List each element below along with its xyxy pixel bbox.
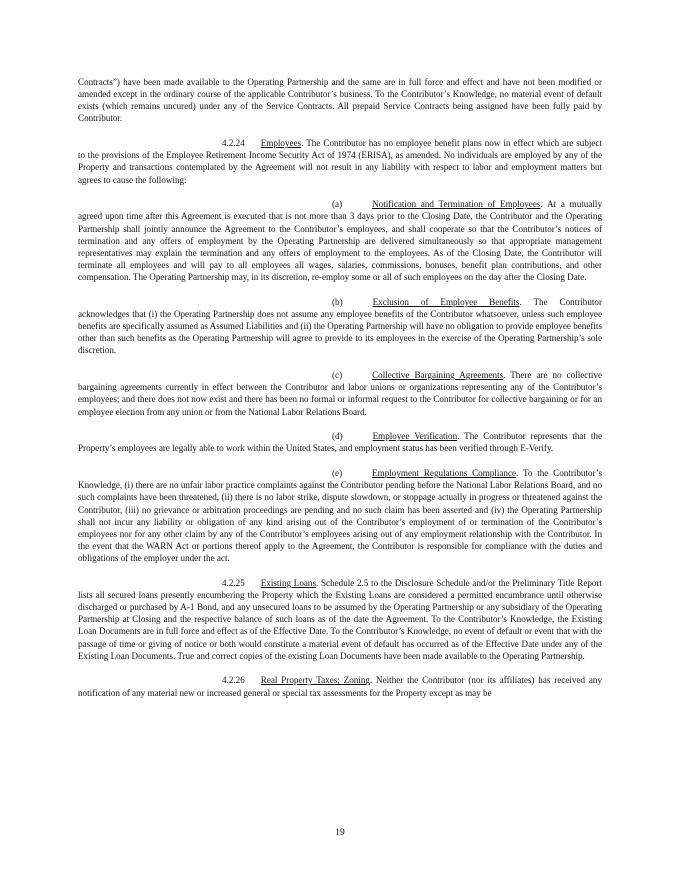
subsection-label: (c): [332, 370, 343, 381]
paragraph-text: . At a mutually agreed upon time after this Agreement is executed that is not more than 3 days prior to the Closing Date, the Contributor and the Operating Partnership shall jointly announce the Agreement to the Contributor’s employees, and shall cooperate so that the Contributor’s notices of termination and any offers of employment by the Operating Partnership are delivered simultaneously so that appropriate management representatives may explain the termination and any offers of employment to the employees. As of the Closing Date, the Contributor will terminate all employees and will pay to all employees all wages, salaries, commissions, bonuses, benefit plan contributions, and other compensation. The Operating Partnership may, in its discretion, re-employ some or all of such employees on the day after the Closing Date.: [78, 199, 602, 283]
paragraph-text: . There are no collective bargaining agreements currently in effect between the Contributor and labor unions or organizations representing any of the Contributor’s employees; and there does not now exist and there has been no formal or informal request to the Contributor for collective bargaining or for an employee election from any union or from the National Labor Relations Board.: [78, 370, 602, 417]
subsection-c-collective-bargaining: [78, 369, 602, 418]
paragraph-text: . Schedule 2.5 to the Disclosure Schedule and/or the Preliminary Title Report lists all secured loans presently encumbering the Property which the Existing Loans are considered a permitted encumbrance until otherwise discharged or purchased by A-1 Bond, and any unsecured loans to be assumed by the Operating Partnership or any subsidiary of the Operating Partnership at Closing and the respective balance of such loans as of the date the Agreement. To the Contributor’s Knowledge, the Existing Loan Documents are in full force and effect as of the Effective Date. To the Contributor’s Knowledge, no event of default or event that with the passage of time or giving of notice or both would constitute a material event of default has occurred as of the Effective Date under any of the Existing Loan Documents. True and correct copies of the existing Loan Documents have been made available to the Operating Partnership.: [78, 577, 603, 661]
subsection-a-notification: [78, 198, 602, 283]
document-body: [78, 76, 602, 711]
subsection-heading: Notification and Termination of Employees: [372, 199, 541, 210]
paragraph-text: Contracts”) have been made available to the Operating Partnership and the same are in full force and effect and have not been modified or amended except in the ordinary course of the applicable Contributor’s business. To the Contributor’s Knowledge, no material event of default exists (which remains uncured) under any of the Service Contracts. All prepaid Service Contracts being assigned have been fully paid by Contributor.: [78, 77, 602, 124]
section-number: 4.2.25: [222, 577, 245, 588]
subsection-label: (b): [332, 296, 343, 307]
page-number: 19: [335, 828, 345, 838]
paragraph-text: . Neither the Contributor (nor its affiliates) has received any notification of any material new or increased general or special tax assessments for the Property except as may be: [78, 675, 602, 698]
section-heading: Employees: [260, 138, 302, 149]
subsection-heading: Employee Verification: [372, 431, 458, 442]
section-number: 4.2.26: [222, 675, 245, 686]
paragraph-text: . The Contributor represents that the Property’s employees are legally able to work within the United States, and employment status has been verified through E-Verify.: [78, 431, 602, 454]
paragraph-contracts-continuation: [78, 76, 602, 125]
section-4-2-25-existing-loans: [78, 577, 602, 662]
subsection-heading: Employment Regulations Compliance: [372, 468, 517, 479]
subsection-label: (e): [332, 468, 343, 479]
subsection-d-verification: [78, 430, 602, 454]
subsection-b-exclusion: [78, 296, 602, 357]
paragraph-text: . The Contributor has no employee benefit plans now in effect which are subject to the provisions of the Employee Retirement Income Security Act of 1974 (ERISA), as amended. No individuals are employed by any of the Property and transactions contemplated by the Agreement will not result in any liability with respect to labor and employment matters but agrees to cause the following:: [78, 138, 602, 185]
subsection-e-compliance: [78, 467, 602, 564]
paragraph-text: . To the Contributor’s Knowledge, (i) there are no unfair labor practice complaints against the Contributor pending before the National Labor Relations Board, and no such complaints have been threatened, (ii) there is no labor strike, dispute slowdown, or stoppage actually in progress or threatened against the Contributor, (iii) no grievance or arbitration proceedings are pending and no such claim has been asserted and (iv) the Operating Partnership shall not incur any liability or obligation of any kind arising out of the Contributor’s employment of or termination of the Contributor’s employees nor for any other claim by any of the Contributor’s employees arising out of any employment relationship with the Contributor. In the event that the WARN Act or portions thereof apply to the Agreement, the Contributor is responsible for compliance with the duties and obligations of the employer under the act.: [78, 468, 602, 564]
section-number: 4.2.24: [222, 138, 245, 149]
subsection-heading: Exclusion of Employee Benefits: [372, 296, 520, 307]
subsection-heading: Collective Bargaining Agreements: [372, 370, 504, 381]
section-heading: Real Property Taxes; Zoning: [260, 675, 370, 686]
section-4-2-26-real-property-taxes: [78, 674, 602, 698]
paragraph-text: . The Contributor acknowledges that (i) the Operating Partnership does not assume any employee benefits of the Contributor whatsoever, unless such employee benefits are specifically assumed as Assumed Liabilities and (ii) the Operating Partnership will have no obligation to provide employee benefits other than such benefits as the Operating Partnership will agree to provide to its employees in the exercise of the Operating Partnership’s sole discretion.: [78, 296, 602, 356]
section-heading: Existing Loans: [260, 577, 316, 588]
subsection-label: (a): [332, 199, 343, 210]
section-4-2-24-employees: [78, 137, 602, 186]
subsection-label: (d): [332, 431, 343, 442]
